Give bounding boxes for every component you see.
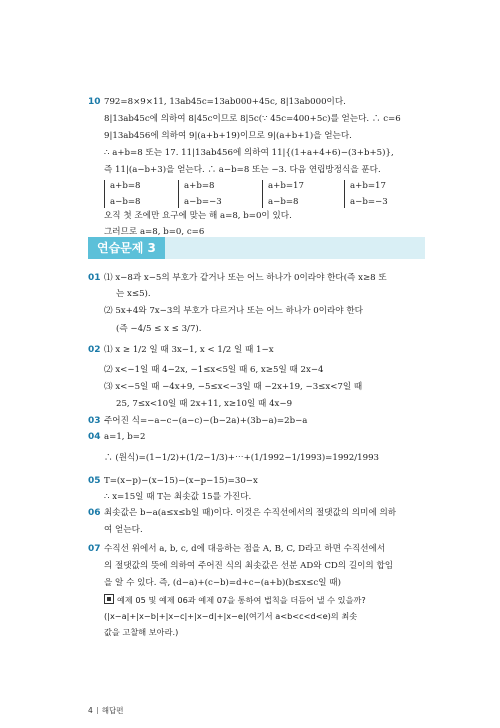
problem-10-line: 792=8×9×11, 13ab45c=13ab000+45c, 8|13ab000이다. [104,97,346,107]
problem-line: ⑶ x<−5일 때 −4x+9, −5≤x<−3일 때 −2x+19, −3≤x<7일 때 [104,382,363,392]
problem-line: 의 절댓값의 뜻에 의하여 주어진 식의 최솟값은 선분 AD와 CD의 길이의 합임 [104,561,394,571]
problem-number: 01 [88,273,101,283]
section-header [88,237,425,259]
equation-system [178,180,222,208]
problem-line: T=(x−p)−(x−15)−(x−p−15)=30−x [104,476,258,486]
equation-system [104,180,141,208]
equation-system [262,180,304,208]
tip-icon [104,594,114,604]
equation: a−b=8 [268,197,299,207]
problem-10-line: ∴ a+b=8 또는 17. 11|13ab456에 의하여 11|{(1+a+4+6)−(3+b+5)}, [104,148,394,158]
problem-line: 을 알 수 있다. 즉, (d−a)+(c−b)=d+c−(a+b)(b≤x≤c일 때) [104,578,341,588]
equation: a−b=8 [110,197,141,207]
problem-number: 07 [88,544,101,554]
equation: a+b=17 [268,181,304,191]
problem-number: 03 [88,416,101,426]
problem-line: 주어진 식=−a−c−(a−c)−(b−2a)+(3b−a)=2b−a [104,416,308,426]
section-title: 연습문제 3 [88,237,165,259]
problem-line: (즉 −4/5 ≤ x ≤ 3/7). [116,324,202,334]
problem-10-line: 오직 첫 조에만 요구에 맞는 해 a=8, b=0이 있다. [104,211,292,221]
tip-line: 값을 고찰해 보아라.) [104,627,179,637]
problem-10-line: 8|13ab45c에 의하여 8|45c이므로 8|5c(∵ 45c=400+5c)를 얻는다. ∴ c=6 [104,114,401,124]
problem-number: 04 [88,432,101,442]
problem-number: 06 [88,508,101,518]
problem-line: 25, 7≤x<10일 때 2x+11, x≥10일 때 4x−9 [116,399,293,409]
page-number: 4 [88,706,93,715]
page-footer [88,705,124,716]
equation: a+b=8 [110,181,141,191]
problem-line: 여 얻는다. [104,525,143,535]
problem-10-line: 9|13ab456에 의하여 9|(a+b+19)이므로 9|(a+b+1)을 얻는다. [104,131,352,141]
equation: a−b=−3 [184,197,222,207]
tip-text: 예제 05 및 예제 06과 예제 07을 통하여 법칙을 더듬어 낼 수 있을까? [117,595,366,605]
tip-line [104,594,366,606]
footer-divider [97,707,98,714]
problem-line: a=1, b=2 [104,432,146,442]
problem-line: ∴ (원식)=(1−1/2)+(1/2−1/3)+⋯+(1/1992−1/1993)=1992/1993 [104,453,380,463]
problem-number: 05 [88,476,101,486]
problem-line: ⑴ x ≥ 1/2 일 때 3x−1, x < 1/2 일 때 1−x [104,345,274,355]
equation-system [344,180,388,208]
equation: a+b=17 [350,181,386,191]
problem-line: ⑴ x−8과 x−5의 부호가 같거나 또는 어느 하나가 0이라야 한다(즉 x≥8 또 [104,273,387,283]
problem-10-line: 그러므로 a=8, b=0, c=6 [104,227,205,237]
equation: a−b=−3 [350,197,388,207]
problem-line: 최솟값은 b−a(a≤x≤b일 때)이다. 이것은 수직선에서의 절댓값의 의미에 의하 [104,508,397,518]
problem-line: ⑵ 5x+4와 7x−3의 부호가 다르거나 또는 어느 하나가 0이라야 한다 [104,306,363,316]
problem-line: 는 x≤5). [116,289,151,299]
problem-line: ∴ x=15일 때 T는 최솟값 15를 가진다. [104,492,252,502]
problem-line: 수직선 위에서 a, b, c, d에 대응하는 점을 A, B, C, D라고 하면 수직선에서 [104,544,386,554]
problem-number: 02 [88,345,101,355]
problem-line: ⑵ x<−1일 때 4−2x, −1≤x<5일 때 6, x≥5일 때 2x−4 [104,365,324,375]
problem-10-line: 즉 11|(a−b+3)을 얻는다. ∴ a−b=8 또는 −3. 다음 연립방정식을 푼다. [104,165,381,175]
problem-10-number: 10 [88,97,101,107]
footer-label: 해답편 [101,706,124,715]
equation: a+b=8 [184,181,215,191]
tip-line: (|x−a|+|x−b|+|x−c|+|x−d|+|x−e|(여기서 a<b<c<d<e)의 최솟 [104,611,358,621]
